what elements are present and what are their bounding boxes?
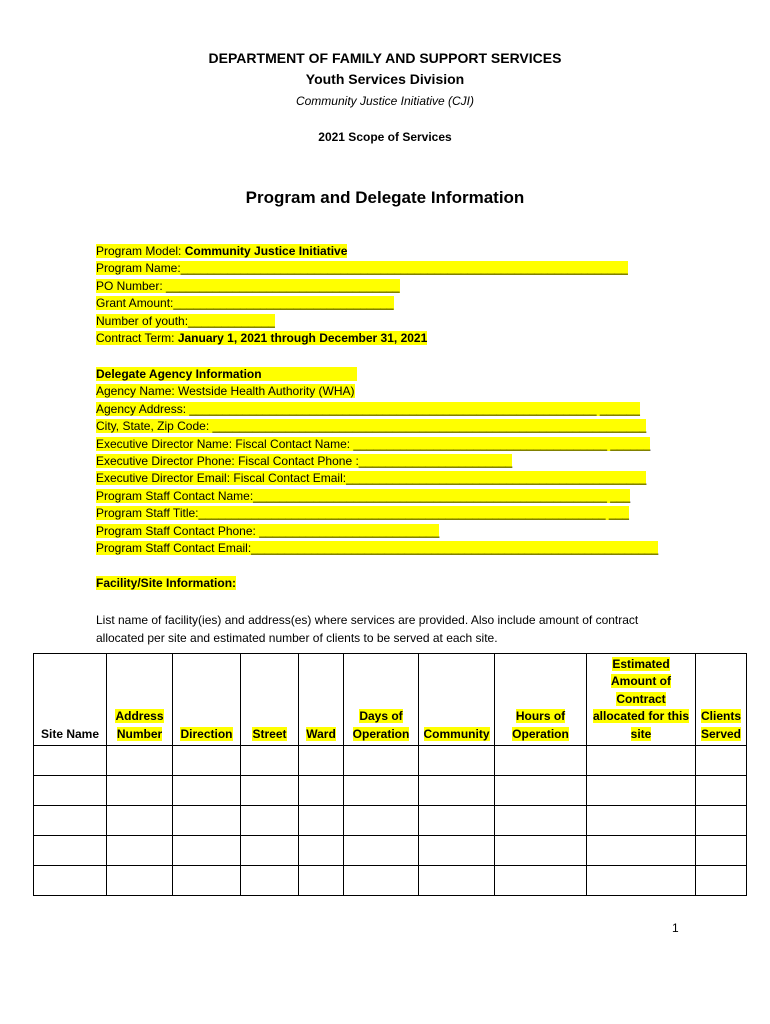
table-row <box>34 836 747 866</box>
po-number-field[interactable]: PO Number: ___________________________________ <box>96 278 400 293</box>
facility-intro-line-2: allocated per site and estimated number of clients to be served at each site. <box>96 630 498 645</box>
table-cell[interactable] <box>344 746 419 776</box>
table-cell[interactable] <box>241 746 299 776</box>
table-row <box>34 806 747 836</box>
table-cell[interactable] <box>34 746 107 776</box>
table-cell[interactable] <box>34 776 107 806</box>
table-cell[interactable] <box>299 836 344 866</box>
number-of-youth-field[interactable]: Number of youth:_____________ <box>96 313 275 328</box>
table-cell[interactable] <box>587 776 696 806</box>
site-table-header <box>34 654 747 746</box>
table-cell[interactable] <box>495 836 587 866</box>
column-header: Days of Operation <box>344 654 419 746</box>
table-cell[interactable] <box>299 746 344 776</box>
table-cell[interactable] <box>696 746 747 776</box>
delegate-field-line[interactable]: Program Staff Contact Email:_____________________________________________________________ <box>96 541 659 556</box>
table-cell[interactable] <box>419 806 495 836</box>
contract-term-label: Contract Term: <box>96 331 178 346</box>
table-cell[interactable] <box>241 836 299 866</box>
table-cell[interactable] <box>419 776 495 806</box>
delegate-field-line[interactable]: Program Staff Title:_____________________________________________________________ ___ <box>96 506 629 521</box>
column-header: Clients Served <box>696 654 747 746</box>
table-cell[interactable] <box>299 806 344 836</box>
table-cell[interactable] <box>696 806 747 836</box>
program-model-value: Community Justice Initiative <box>184 244 348 258</box>
table-row <box>34 746 747 776</box>
program-model-line <box>96 243 696 260</box>
table-cell[interactable] <box>696 836 747 866</box>
table-row <box>34 776 747 806</box>
table-cell[interactable] <box>587 806 696 836</box>
table-cell[interactable] <box>241 776 299 806</box>
column-header: Street <box>241 654 299 746</box>
column-header: Site Name <box>34 654 107 746</box>
table-cell[interactable] <box>419 836 495 866</box>
table-cell[interactable] <box>344 806 419 836</box>
facility-intro-line-1: List name of facility(ies) and address(es) where services are provided. Also include amount of contract <box>96 613 639 627</box>
column-header: Address Number <box>107 654 173 746</box>
grant-amount-field[interactable]: Grant Amount:_________________________________ <box>96 296 394 311</box>
delegate-field-line[interactable]: Executive Director Phone: Fiscal Contact Phone :_______________________ <box>96 454 513 469</box>
table-cell[interactable] <box>173 776 241 806</box>
table-cell[interactable] <box>419 746 495 776</box>
site-table <box>33 653 747 896</box>
table-cell[interactable] <box>34 836 107 866</box>
delegate-lines <box>96 383 696 557</box>
column-header: Direction <box>173 654 241 746</box>
table-cell[interactable] <box>344 836 419 866</box>
table-cell[interactable] <box>299 866 344 896</box>
column-header: Estimated Amount of Contract allocated for this site <box>587 654 696 746</box>
table-cell[interactable] <box>107 806 173 836</box>
delegate-field-line[interactable]: Agency Name: Westside Health Authority (WHA) <box>96 384 355 399</box>
column-header: Hours of Operation <box>495 654 587 746</box>
delegate-field-line[interactable]: Program Staff Contact Name:_____________________________________________________ ___ <box>96 488 631 503</box>
table-cell[interactable] <box>495 806 587 836</box>
table-cell[interactable] <box>587 866 696 896</box>
table-cell[interactable] <box>587 746 696 776</box>
scope-heading: 2021 Scope of Services <box>318 130 452 144</box>
table-cell[interactable] <box>344 866 419 896</box>
table-cell[interactable] <box>241 866 299 896</box>
page-number: 1 <box>672 921 679 935</box>
program-model-label: Program Model: <box>96 244 185 258</box>
table-cell[interactable] <box>299 776 344 806</box>
table-cell[interactable] <box>34 866 107 896</box>
contract-term-value: January 1, 2021 through December 31, 2021 <box>177 331 428 346</box>
table-row <box>34 866 747 896</box>
table-cell[interactable] <box>107 776 173 806</box>
delegate-field-line[interactable]: City, State, Zip Code: _________________________________________________________________ <box>96 419 647 434</box>
table-cell[interactable] <box>107 866 173 896</box>
table-cell[interactable] <box>587 836 696 866</box>
initiative-subtitle: Community Justice Initiative (CJI) <box>295 94 475 108</box>
column-header: Community <box>419 654 495 746</box>
program-info-block <box>96 243 696 347</box>
table-cell[interactable] <box>241 806 299 836</box>
table-cell[interactable] <box>173 836 241 866</box>
table-cell[interactable] <box>696 776 747 806</box>
table-cell[interactable] <box>173 866 241 896</box>
department-heading: DEPARTMENT OF FAMILY AND SUPPORT SERVICES <box>208 50 562 66</box>
table-cell[interactable] <box>696 866 747 896</box>
delegate-info-block <box>96 366 696 557</box>
program-name-field[interactable]: Program Name:___________________________________________________________________ <box>96 261 628 276</box>
table-cell[interactable] <box>173 746 241 776</box>
delegate-field-line[interactable]: Program Staff Contact Phone: ___________________________ <box>96 523 440 538</box>
facility-heading: Facility/Site Information: <box>96 576 237 590</box>
table-cell[interactable] <box>419 866 495 896</box>
table-cell[interactable] <box>34 806 107 836</box>
table-cell[interactable] <box>495 746 587 776</box>
delegate-field-line[interactable]: Executive Director Name: Fiscal Contact Name: ______________________________________ ______ <box>96 436 651 451</box>
facility-intro <box>96 612 696 647</box>
delegate-field-line[interactable]: Agency Address: _____________________________________________________________ ______ <box>96 401 640 416</box>
table-cell[interactable] <box>107 746 173 776</box>
division-heading: Youth Services Division <box>305 71 465 87</box>
page-title: Program and Delegate Information <box>245 188 525 207</box>
delegate-field-line[interactable]: Executive Director Email: Fiscal Contact Email:_____________________________________________ <box>96 471 647 486</box>
column-header: Ward <box>299 654 344 746</box>
table-cell[interactable] <box>495 866 587 896</box>
contract-term-line <box>96 330 696 347</box>
table-cell[interactable] <box>107 836 173 866</box>
table-cell[interactable] <box>344 776 419 806</box>
delegate-heading: Delegate Agency Information <box>96 366 696 383</box>
table-cell[interactable] <box>495 776 587 806</box>
table-cell[interactable] <box>173 806 241 836</box>
